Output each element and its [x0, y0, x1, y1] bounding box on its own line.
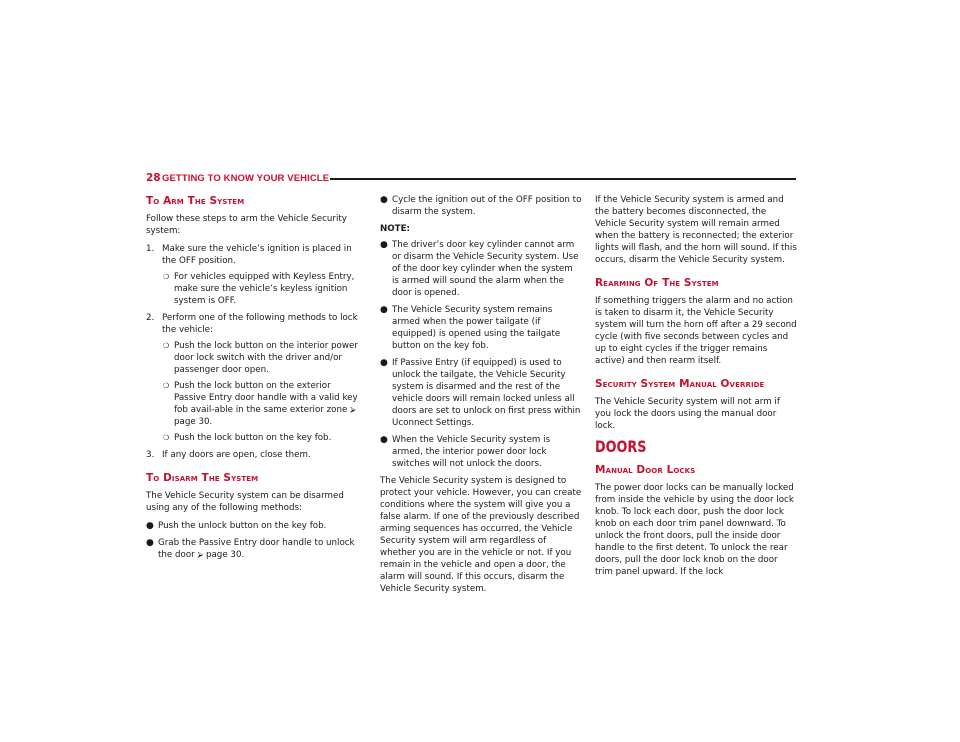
manual-locks-heading: Manual Door Locks	[595, 464, 696, 476]
step-text: If any doors are open, close them.	[162, 450, 311, 460]
note-item: ● When the Vehicle Security system is armed, the interior power door lock switches will not unlock the doors.	[380, 435, 551, 469]
sub-item: ❍ For vehicles equipped with Keyless Entry, make sure the vehicle’s keyless ignition system is OFF.	[163, 272, 355, 306]
sub-item: ❍ Push the lock button on the interior power door lock switch with the driver and/or passenger door open.	[163, 341, 358, 375]
step-number: 1.	[146, 244, 155, 254]
step-number: 2.	[146, 313, 155, 323]
override-paragraph: The Vehicle Security system will not arm if you lock the doors using the manual door lock.	[595, 397, 780, 431]
hollow-bullet-icon: ❍	[163, 273, 170, 281]
page-header	[146, 172, 796, 188]
step-number: 3.	[146, 450, 155, 460]
hollow-bullet-icon: ❍	[163, 434, 170, 442]
sub-item: ❍ Push the lock button on the key fob.	[163, 433, 332, 443]
column-3	[595, 194, 798, 584]
rearm-paragraph: If something triggers the alarm and no action is taken to disarm it, the Vehicle Security system will turn the horn off after a 29 second cycle (with five seconds between cycles and up to eight cycles if the trigger remains active) and then rearm itself.	[595, 296, 797, 366]
sub-item: ❍ Push the lock button on the exterior Passive Entry door handle with a valid key fob avail-able in the same exterior zone ⮚ page 30.	[163, 381, 358, 427]
rearm-heading: Rearming Of The System	[595, 277, 719, 289]
disarm-methods	[146, 520, 364, 561]
step-3	[146, 449, 364, 461]
disarm-intro: The Vehicle Security system can be disarmed using any of the following methods:	[146, 491, 344, 513]
step-text: Perform one of the following methods to lock the vehicle:	[162, 313, 358, 335]
list-item: ● Cycle the ignition out of the OFF position to disarm the system.	[380, 195, 582, 217]
step-2	[146, 312, 364, 444]
page-ref-link[interactable]: page 30.	[205, 550, 245, 560]
page-number: 28	[146, 172, 161, 184]
note-item: ● The driver’s door key cylinder cannot arm or disarm the Vehicle Security system. Use of the door key cylinder when the system is armed will sound the alarm when the door is opened.	[380, 240, 579, 298]
column-2	[380, 194, 582, 601]
note-item: ● The Vehicle Security system remains armed when the power tailgate (if equipped) is opened using the tailgate button on the key fob.	[380, 305, 561, 351]
step-text: Make sure the vehicle’s ignition is placed in the OFF position.	[162, 244, 352, 266]
override-heading: Security System Manual Override	[595, 378, 765, 390]
note-item: ● If Passive Entry (if equipped) is used to unlock the tailgate, the Vehicle Security system is disarmed and the rest of the vehicle doors will remain locked unless all doors are set to unlock on first press within Uconnect Settings.	[380, 358, 581, 428]
hollow-bullet-icon: ❍	[163, 382, 170, 390]
false-alarm-paragraph: The Vehicle Security system is designed to protect your vehicle. However, you can create conditions where the system will give you a false alarm. If one of the previously described arming sequences has occurred, the Vehicle Security system will arm regardless of whether you are in the vehicle or not. If you remain in the vehicle and open a door, the alarm will sound. If this occurs, disarm the Vehicle Security system.	[380, 476, 582, 594]
column-1	[146, 194, 364, 566]
page-ref-link[interactable]: page 30.	[174, 417, 213, 427]
note-list	[380, 239, 582, 470]
disarm-heading: To Disarm The System	[146, 472, 259, 484]
list-item: ● Push the unlock button on the key fob.	[146, 521, 327, 531]
arm-heading: To Arm The System	[146, 195, 245, 207]
bullet-icon: ●	[146, 521, 154, 531]
arm-intro: Follow these steps to arm the Vehicle Security system:	[146, 214, 347, 236]
bullet-icon: ●	[380, 195, 388, 205]
disarm-methods-continued	[380, 194, 582, 218]
doors-heading: DOORS	[595, 437, 647, 456]
bullet-icon: ●	[380, 305, 388, 315]
note-label: NOTE:	[380, 224, 410, 234]
step-1	[146, 243, 364, 307]
manual-locks-paragraph: The power door locks can be manually locked from inside the vehicle by using the door lock knob. To lock each door, push the door lock knob on each door trim panel downward. To unlock the front doors, pull the inside door handle to the first detent. To unlock the rear doors, pull the door lock knob on the door trim panel upward. If the lock	[595, 483, 794, 577]
bullet-icon: ●	[146, 538, 154, 548]
arm-steps	[146, 243, 364, 461]
page-ref-arrow-icon: ⮚	[350, 405, 356, 414]
battery-paragraph: If the Vehicle Security system is armed and the battery becomes disconnected, the Vehicle Security system will remain armed when the battery is reconnected; the exterior lights will flash, and the horn will sound. If this occurs, disarm the Vehicle Security system.	[595, 195, 797, 265]
bullet-icon: ●	[380, 435, 388, 445]
bullet-icon: ●	[380, 240, 388, 250]
hollow-bullet-icon: ❍	[163, 342, 170, 350]
chapter-title: GETTING TO KNOW YOUR VEHICLE	[162, 173, 330, 184]
page-ref-arrow-icon: ⮚	[197, 550, 204, 559]
list-item: ● Grab the Passive Entry door handle to unlock the door ⮚ page 30.	[146, 538, 355, 560]
bullet-icon: ●	[380, 358, 388, 368]
header-rule	[330, 178, 796, 180]
